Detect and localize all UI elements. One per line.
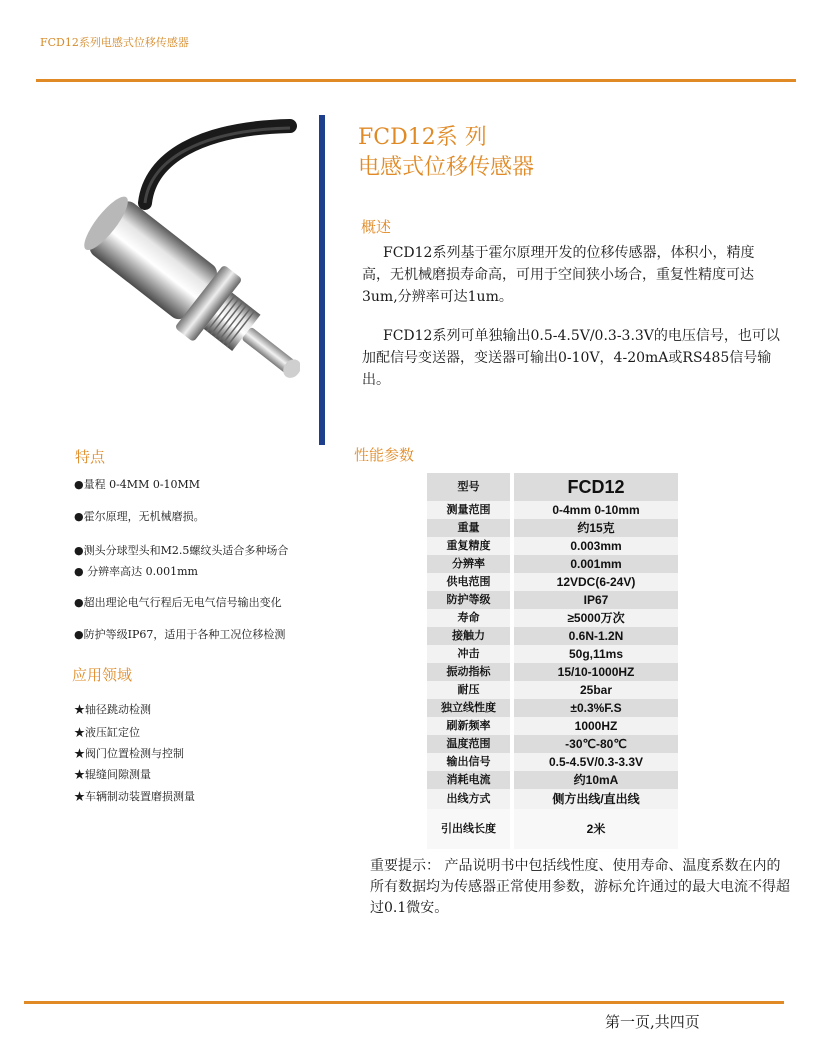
spec-value: 0.001mm (570, 557, 622, 571)
spec-row (427, 573, 678, 591)
spec-value: ≥5000万次 (567, 611, 625, 625)
spec-row (427, 753, 678, 771)
spec-value: 0-4mm 0-10mm (552, 503, 640, 517)
spec-value: 约15克 (577, 521, 615, 535)
spec-value: 12VDC(6-24V) (556, 575, 636, 589)
spec-label: 刷新频率 (446, 719, 491, 732)
application-item: ★车辆制动装置磨损测量 (74, 790, 195, 803)
feature-item: ●霍尔原理，无机械磨损。 (74, 510, 205, 523)
page-number: 第一页,共四页 (605, 1013, 700, 1031)
spec-row (427, 681, 678, 699)
spec-row (427, 789, 678, 809)
features-heading: 特点 (75, 448, 106, 466)
spec-label: 振动指标 (446, 665, 491, 678)
applications-heading: 应用领域 (72, 666, 133, 684)
spec-row (427, 735, 678, 753)
spec-row (427, 663, 678, 681)
spec-row (427, 537, 678, 555)
spec-row (427, 645, 678, 663)
footer-rule (24, 1001, 784, 1004)
overview-paragraph-2: FCD12系列可单独输出0.5-4.5V/0.3-3.3V的电压信号，也可以加配信号变送器，变送器可输出0-10V，4-20mA或RS485信号输出。 (362, 328, 780, 388)
spec-row (427, 809, 678, 849)
header-title: FCD12系列电感式位移传感器 (40, 36, 189, 49)
spec-value: 侧方出线/直出线 (552, 792, 640, 806)
spec-label: 出线方式 (446, 792, 491, 805)
spec-row-model (427, 473, 678, 501)
application-item: ★轴径跳动检测 (74, 703, 151, 716)
application-item: ★阀门位置检测与控制 (74, 747, 184, 760)
product-title-series: FCD12系 列 (358, 125, 487, 150)
feature-item: ●防护等级IP67，适用于各种工况位移检测 (74, 628, 286, 641)
feature-item: ●测头分球型头和M2.5螺纹头适合多种场合 (74, 544, 289, 557)
product-title-name: 电感式位移传感器 (358, 155, 535, 180)
overview-heading: 概述 (361, 218, 392, 236)
spec-value: 约10mA (573, 773, 619, 787)
spec-value: 2米 (586, 822, 606, 836)
spec-value: 50g,11ms (568, 647, 624, 661)
spec-value: ±0.3%F.S (570, 701, 622, 715)
spec-value: -30℃-80℃ (565, 737, 627, 751)
spec-value: 0.003mm (570, 539, 622, 553)
spec-label: 独立线性度 (441, 701, 496, 714)
application-item: ★液压缸定位 (74, 726, 140, 739)
spec-label: 接触力 (452, 629, 485, 642)
spec-row (427, 627, 678, 645)
spec-row (427, 771, 678, 789)
spec-value: 25bar (579, 683, 613, 697)
spec-label: 测量范围 (446, 503, 491, 516)
spec-label: 引出线长度 (441, 822, 496, 835)
spec-row (427, 699, 678, 717)
spec-value: 15/10-1000HZ (557, 665, 635, 679)
feature-item: ●量程 0-4MM 0-10MM (74, 478, 201, 491)
spec-label: 输出信号 (446, 755, 491, 768)
spec-value: 0.5-4.5V/0.3-3.3V (548, 755, 644, 769)
spec-row (427, 555, 678, 573)
spec-label: 型号 (457, 480, 480, 493)
spec-label: 重量 (457, 521, 480, 534)
specs-heading: 性能参数 (354, 446, 415, 464)
feature-item: ●超出理论电气行程后无电气信号输出变化 (74, 596, 282, 609)
spec-row (427, 519, 678, 537)
product-photo (50, 118, 300, 388)
spec-row (427, 591, 678, 609)
header-rule (36, 79, 796, 82)
important-note: 重要提示： 产品说明书中包括线性度、使用寿命、温度系数在内的所有数据均为传感器正常使用参数，游标允许通过的最大电流不得超过0.1微安。 (370, 858, 790, 916)
spec-label: 供电范围 (446, 575, 491, 588)
spec-label: 消耗电流 (446, 773, 491, 786)
spec-value: 1000HZ (574, 719, 618, 733)
spec-label: 温度范围 (446, 737, 491, 750)
spec-label: 寿命 (457, 611, 480, 624)
spec-label: 耐压 (457, 683, 480, 696)
spec-label: 冲击 (457, 647, 480, 660)
spec-row (427, 717, 678, 735)
spec-label: 重复精度 (446, 539, 491, 552)
spec-label: 分辨率 (452, 557, 485, 570)
spec-value: 0.6N-1.2N (568, 629, 624, 643)
spec-row (427, 609, 678, 627)
spec-row (427, 501, 678, 519)
application-item: ★辊缝间隙测量 (74, 768, 151, 781)
accent-bar (319, 115, 325, 445)
spec-value: FCD12 (567, 477, 625, 497)
feature-item: ● 分辨率高达 0.001mm (74, 565, 198, 578)
spec-label: 防护等级 (446, 593, 491, 606)
spec-value: IP67 (583, 593, 609, 607)
overview-paragraph-1: FCD12系列基于霍尔原理开发的位移传感器，体积小，精度高，无机械磨损寿命高，可用于空间狭小场合，重复性精度可达3um,分辨率可达1um。 (362, 245, 755, 305)
